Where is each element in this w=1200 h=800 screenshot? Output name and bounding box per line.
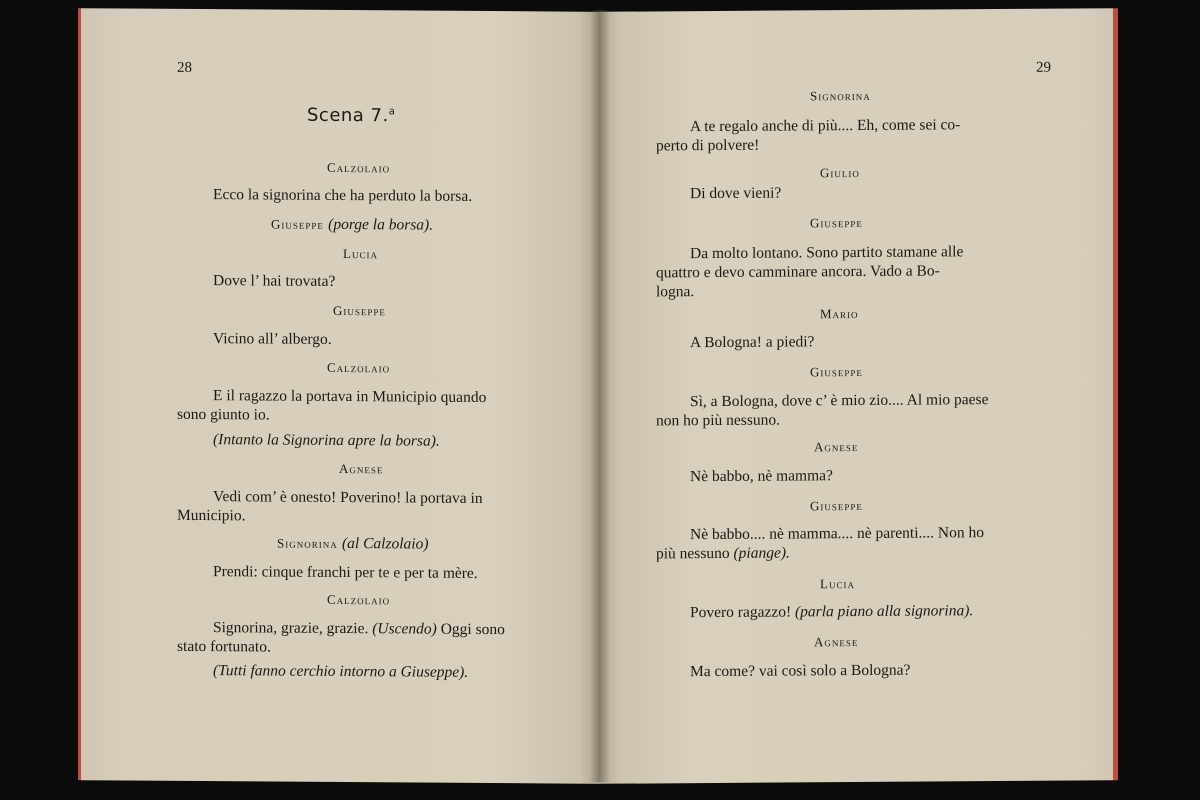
stage-direction: (Intanto la Signorina apre la borsa).	[213, 431, 440, 450]
stage-direction: (parla piano alla signorina).	[795, 602, 974, 621]
page-number-left: 28	[177, 59, 192, 76]
line-text: Nè babbo.... nè mamma.... nè parenti.... Non ho	[690, 524, 984, 544]
right-page	[600, 8, 1118, 784]
stage-direction: (Uscendo)	[372, 620, 437, 638]
line-text: A te regalo anche di più.... Eh, come sei co-	[690, 116, 961, 136]
line-text: non ho più nessuno.	[656, 411, 780, 430]
speaker-lucia: Lucia	[343, 246, 378, 262]
speaker-agnese: Agnese	[814, 439, 859, 455]
line-text: Nè babbo, nè mamma?	[690, 467, 833, 486]
line-text: più nessuno	[656, 544, 730, 563]
stage-direction: (al Calzolaio)	[341, 535, 429, 553]
speaker-giuseppe: Giuseppe	[810, 214, 863, 231]
speaker-giuseppe: Giuseppe	[810, 497, 863, 514]
speaker-lucia: Lucia	[820, 576, 855, 592]
scene-title	[307, 105, 395, 127]
left-page	[78, 8, 600, 784]
scene-title-sup: a	[388, 106, 396, 118]
speaker-mario: Mario	[820, 306, 859, 322]
line-text: Vicino all’ albergo.	[213, 330, 332, 348]
speaker-calzolaio: Calzolaio	[327, 159, 391, 176]
speaker-giuseppe	[271, 216, 433, 235]
line-text: perto di polvere!	[656, 136, 760, 155]
line-text: Ecco la signorina che ha perduto la borsa.	[213, 186, 473, 205]
speaker-giuseppe: Giuseppe	[333, 302, 386, 319]
stage-direction: (piange).	[733, 544, 790, 562]
speaker-giuseppe: Giuseppe	[810, 363, 863, 380]
line-text: Sì, a Bologna, dove c’ è mio zio.... Al mio paese	[690, 391, 989, 411]
line-text: Oggi sono	[440, 620, 505, 639]
line-text: stato fortunato.	[177, 637, 271, 656]
line-text: Di dove vieni?	[690, 184, 782, 203]
line-text: Signorina, grazie, grazie.	[213, 619, 369, 638]
line-text: E il ragazzo la portava in Municipio quando	[213, 387, 487, 407]
line-text: Prendi: cinque franchi per te e per ta mère.	[213, 563, 478, 582]
line-text: sono giunto io.	[177, 405, 270, 424]
line-text: A Bologna! a piedi?	[690, 333, 815, 352]
speaker-name: Giuseppe	[271, 216, 324, 232]
speaker-agnese: Agnese	[814, 634, 859, 650]
line-text: Municipio.	[177, 506, 246, 525]
line-text	[690, 601, 973, 622]
line-text: Vedi com’ è onesto! Poverino! la portava in	[213, 488, 483, 508]
book-gutter	[590, 10, 610, 782]
line-text	[213, 618, 505, 639]
page-number-right: 29	[1036, 59, 1051, 76]
stage-direction: (porge la borsa).	[328, 215, 434, 234]
speaker-agnese: Agnese	[339, 461, 384, 477]
speaker-signorina	[277, 535, 429, 554]
open-book	[78, 10, 1122, 786]
speaker-name: Signorina	[277, 535, 338, 551]
speaker-signorina: Signorina	[810, 87, 871, 104]
line-text	[656, 543, 790, 563]
speaker-calzolaio: Calzolaio	[327, 591, 391, 608]
line-text: logna.	[656, 283, 695, 301]
line-text: Ma come? vai così solo a Bologna?	[690, 661, 911, 681]
line-text: quattro e devo camminare ancora. Vado a Bo-	[656, 262, 940, 282]
stage-direction: (Tutti fanno cerchio intorno a Giuseppe).	[213, 662, 469, 681]
scene-title-text: Scena 7.	[307, 104, 389, 127]
line-text: Povero ragazzo!	[690, 603, 792, 622]
speaker-calzolaio: Calzolaio	[327, 359, 391, 376]
line-text: Dove l’ hai trovata?	[213, 272, 336, 290]
line-text: Da molto lontano. Sono partito stamane alle	[690, 243, 964, 263]
speaker-giulio: Giulio	[820, 164, 860, 181]
